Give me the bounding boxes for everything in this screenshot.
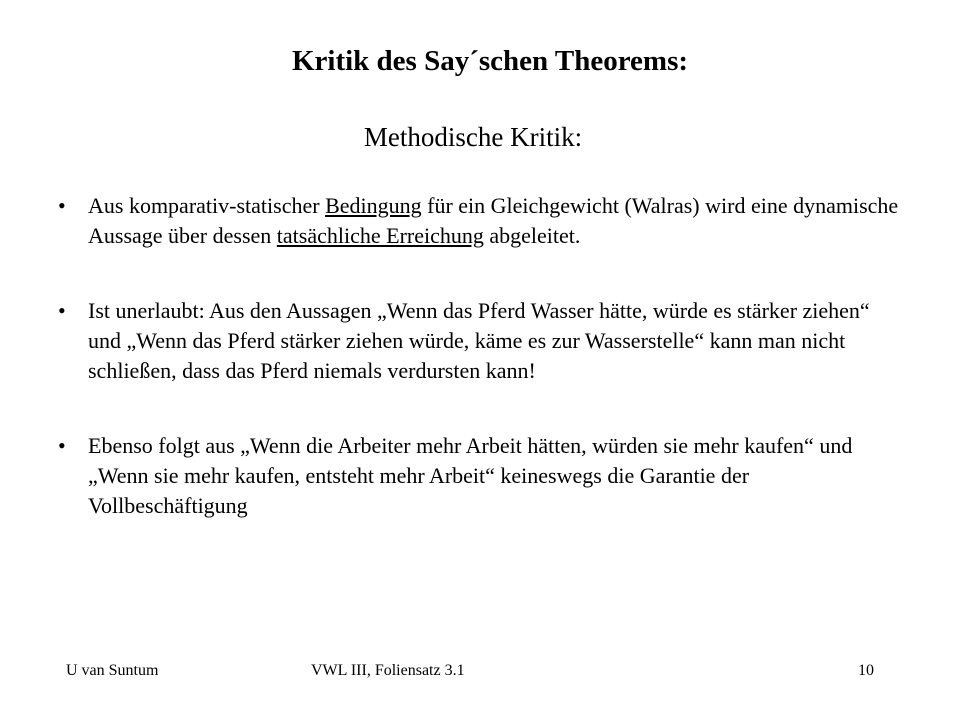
slide-subtitle: Methodische Kritik: [363,122,583,152]
bullet-item-3 [58,431,908,521]
page-number: 10 [858,662,874,679]
bullet-1-underlined-erreichung: tatsächliche Erreichung [276,223,484,248]
bullet-1-part-3: für ein Gleichgewicht (Walras) wird eine dynamische Aussage über dessen [88,193,899,248]
bullet-item-1 [58,191,908,251]
bullet-text-3: Ebenso folgt aus „Wenn die Arbeiter mehr Arbeit hätten, würden sie mehr kaufen“ und „Wenn sie mehr kaufen, entsteht mehr Arbeit“ keineswegs die Garantie der Vollbeschäftigung [88,433,853,518]
bullet-text-1 [88,193,898,248]
bullet-1-part-5: abgeleitet. [483,223,581,248]
bullet-icon: • [58,298,66,323]
bullet-text-2: Ist unerlaubt: Aus den Aussagen „Wenn das Pferd Wasser hätte, würde es stärker ziehen“ und „Wenn das Pferd stärker ziehen würde, käme es zur Wasserstelle“ kann man nicht schließen, dass das Pferd niemals verdursten kann! [88,298,870,383]
bullet-icon: • [58,193,66,218]
bullet-1-part-1: Aus komparativ-statischer [88,193,326,218]
bullet-item-2 [58,296,908,386]
bullet-icon: • [58,433,66,458]
footer-course: VWL III, Foliensatz 3.1 [311,662,465,679]
footer-author: U van Suntum [66,662,159,679]
bullet-list [58,191,908,566]
slide-title: Kritik des Say´schen Theorems: [291,45,689,77]
bullet-1-underlined-bedingung: Bedingung [325,193,422,218]
